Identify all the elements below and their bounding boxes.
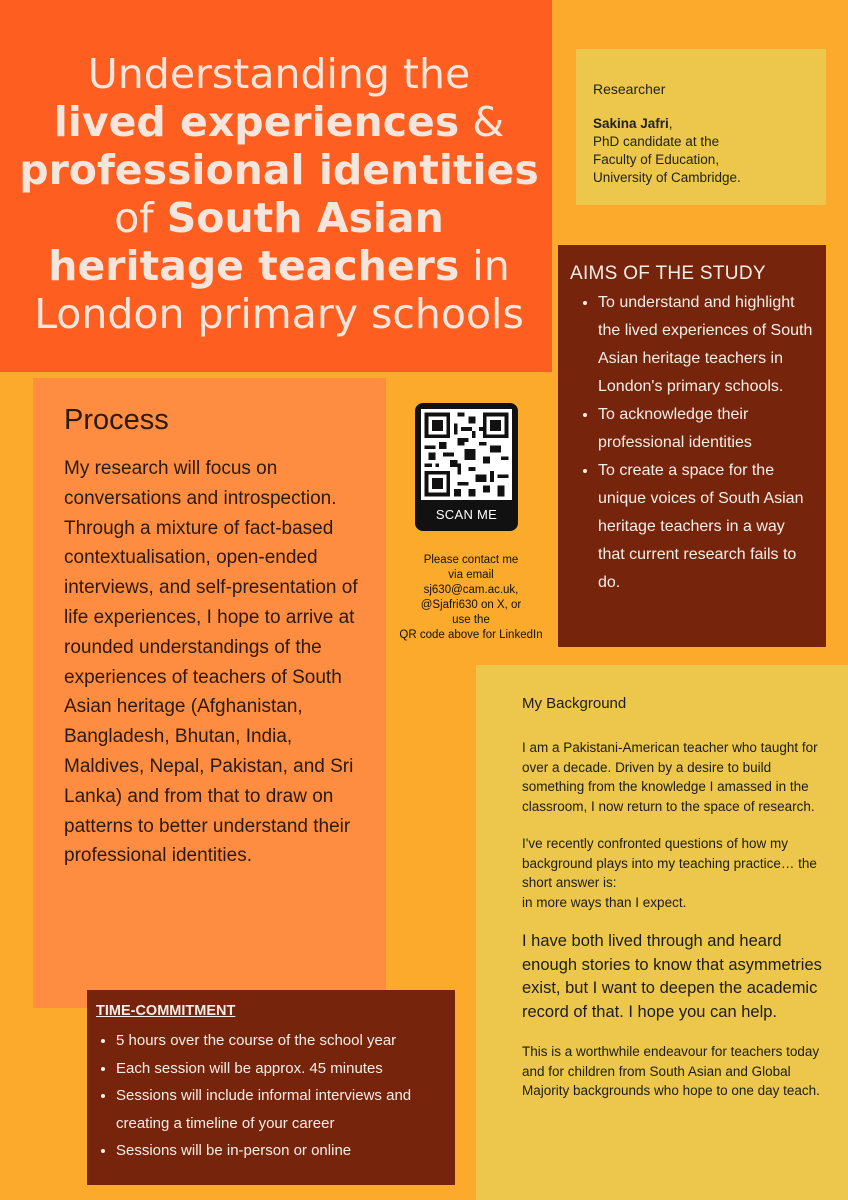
researcher-name-suffix: , bbox=[668, 116, 673, 131]
qr-code-icon[interactable] bbox=[421, 409, 512, 500]
aims-item: • To acknowledge their professional identities bbox=[598, 401, 814, 457]
time-commitment-item: • Each session will be approx. 45 minutes bbox=[116, 1055, 447, 1083]
process-title: Process bbox=[64, 404, 169, 436]
title-line-3-bold: professional identities bbox=[19, 146, 539, 194]
title-panel bbox=[0, 0, 552, 372]
researcher-details bbox=[593, 115, 808, 187]
time-commitment-title: TIME-COMMITMENT bbox=[96, 1003, 236, 1019]
page-title bbox=[14, 50, 544, 338]
researcher-line-3: University of Cambridge. bbox=[593, 170, 741, 185]
contact-line-6: QR code above for LinkedIn bbox=[399, 629, 543, 641]
time-commitment-list bbox=[96, 1027, 447, 1165]
background-paragraph-2b: in more ways than I expect. bbox=[522, 894, 687, 910]
aims-item: • To understand and highlight the lived experiences of South Asian heritage teachers in London's primary schools. bbox=[598, 289, 814, 401]
process-text: My research will focus on conversations and introspection. Through a mixture of fact-based contextualisation, open-ended interviews, and self-presentation of life experiences, I hope to arrive at rounded understandings of the experiences of teachers of South Asian heritage (Afghanistan, Bangladesh, Bhutan, India, Maldives, Nepal, Pakistan, and Sri Lanka) and from that to draw on patterns to better understand their professional identities. bbox=[64, 458, 358, 867]
contact-info bbox=[388, 553, 554, 643]
process-panel bbox=[33, 378, 386, 1008]
background-paragraph-2a: I've recently confronted questions of how my background plays into my teaching practice… the short answer is: bbox=[522, 836, 817, 890]
contact-line-2: via email bbox=[448, 569, 494, 581]
time-commitment-item: • 5 hours over the course of the school year bbox=[116, 1027, 447, 1055]
title-line-4-pre: of bbox=[114, 194, 167, 242]
time-commitment-item: • Sessions will be in-person or online bbox=[116, 1137, 447, 1165]
researcher-label: Researcher bbox=[593, 81, 666, 97]
time-commitment-item: • Sessions will include informal interviews and creating a timeline of your career bbox=[116, 1082, 447, 1137]
title-line-4-bold: South Asian bbox=[166, 194, 444, 242]
aims-item: • To create a space for the unique voices of South Asian heritage teachers in a way that current research fails to do. bbox=[598, 457, 814, 597]
title-line-6: London primary schools bbox=[34, 290, 524, 338]
qr-scan-label: SCAN ME bbox=[435, 507, 498, 522]
qr-code-card[interactable] bbox=[415, 403, 518, 531]
background-panel bbox=[476, 665, 848, 1200]
researcher-line-2: Faculty of Education, bbox=[593, 152, 720, 167]
title-line-5-rest: in bbox=[459, 242, 510, 290]
contact-line-5: use the bbox=[452, 614, 490, 626]
aims-list bbox=[570, 289, 814, 597]
background-paragraph-3: I have both lived through and heard enough stories to know that asymmetries exist, but I want to deepen the academic record of that. I hope you can help. bbox=[522, 932, 822, 1021]
contact-line-1: Please contact me bbox=[423, 554, 519, 566]
background-paragraph-2 bbox=[522, 834, 828, 912]
researcher-line-1: PhD candidate at the bbox=[593, 134, 720, 149]
background-paragraph-1: I am a Pakistani-American teacher who taught for over a decade. Driven by a desire to build something from the knowledge I amassed in the classroom, I now return to the space of research. bbox=[522, 740, 818, 814]
aims-title: AIMS OF THE STUDY bbox=[570, 263, 766, 284]
title-line-1: Understanding the bbox=[87, 50, 471, 98]
researcher-panel bbox=[576, 49, 826, 205]
time-commitment-panel bbox=[87, 990, 455, 1185]
title-line-5-bold: heritage teachers bbox=[48, 242, 460, 290]
background-paragraph-4: This is a worthwhile endeavour for teachers today and for children from South Asian and Global Majority backgrounds who hope to one day teach. bbox=[522, 1044, 820, 1098]
researcher-name: Sakina Jafri bbox=[593, 116, 669, 131]
contact-x-handle[interactable]: @Sjafri630 on X, or bbox=[420, 599, 522, 611]
background-title: My Background bbox=[522, 695, 627, 712]
title-line-2-rest: & bbox=[459, 98, 505, 146]
contact-email-link[interactable]: sj630@cam.ac.uk, bbox=[423, 584, 519, 596]
aims-panel bbox=[558, 245, 826, 647]
title-line-2-bold: lived experiences bbox=[53, 98, 460, 146]
